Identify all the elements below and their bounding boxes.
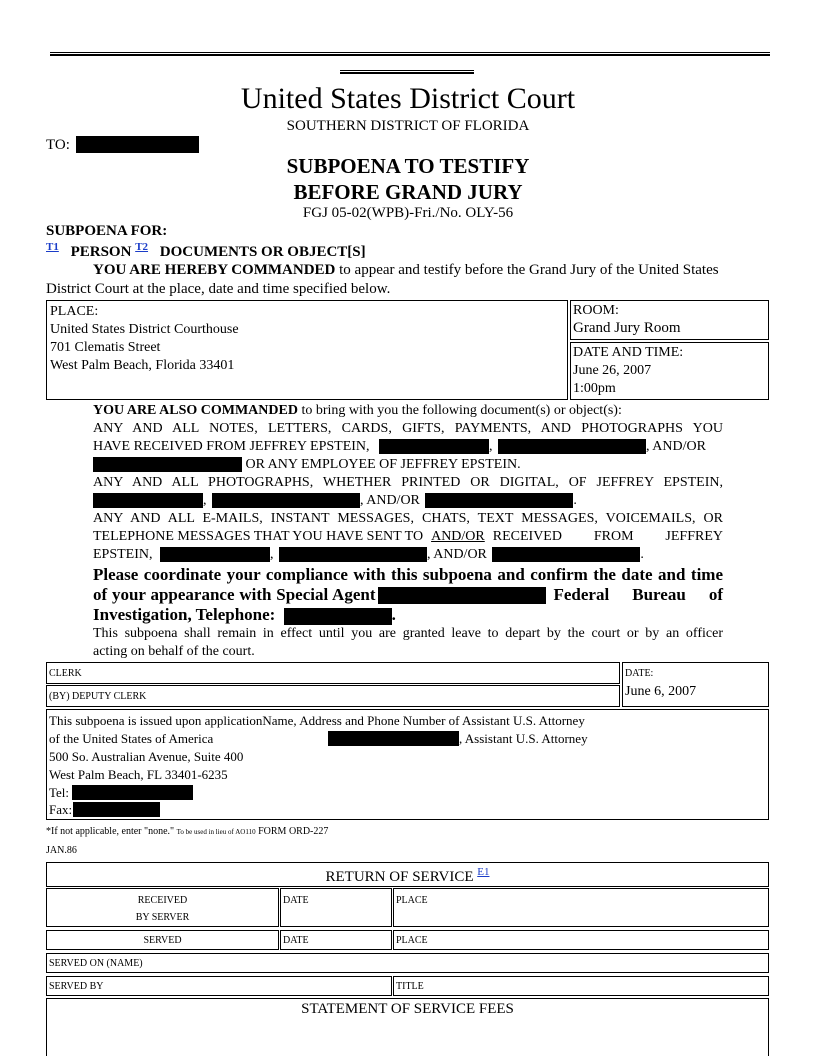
redacted-name-9 — [492, 547, 640, 562]
also-commanded — [93, 403, 622, 419]
place-box — [46, 300, 568, 400]
redacted-name-7 — [160, 547, 270, 562]
issued-line-2: of the United States of America — [49, 731, 214, 746]
redacted-recipient — [76, 136, 199, 153]
served-place-label: PLACE — [396, 935, 428, 946]
redacted-name-1 — [379, 439, 489, 454]
item-1-text-c: , AND/OR — [646, 439, 706, 454]
subpoena-title-2: BEFORE GRAND JURY — [293, 180, 523, 204]
coordinate-line-2 — [93, 585, 723, 605]
item-1-line-3 — [93, 457, 521, 473]
served-date-cell — [280, 930, 392, 950]
item-3-text-b: RECEIVED FROM JEFFREY — [492, 529, 723, 544]
place-line-1: United States District Courthouse — [50, 322, 239, 337]
received-place-cell — [393, 888, 769, 927]
footnote-link-e1[interactable]: E1 — [477, 866, 490, 878]
item-3-text-a: TELEPHONE MESSAGES THAT YOU HAVE SENT TO — [93, 529, 424, 544]
top-rule — [50, 52, 770, 56]
subpoena-title-1: SUBPOENA TO TESTIFY — [286, 154, 530, 178]
redacted-fax — [73, 802, 160, 817]
item-2-text-b: , AND/OR — [360, 493, 420, 508]
command-bold: YOU ARE HEREBY COMMANDED — [93, 262, 336, 278]
subpoena-for-label: SUBPOENA FOR: — [46, 223, 168, 239]
served-place-cell — [393, 930, 769, 950]
datetime-label: DATE AND TIME: — [573, 345, 684, 360]
tel-label: Tel: — [49, 785, 70, 800]
item-3-text-e: , AND/OR — [427, 547, 487, 562]
deputy-clerk-box — [46, 685, 620, 707]
item-3-line-3 — [93, 547, 644, 563]
clerk-label: CLERK — [49, 668, 82, 679]
coordinate-text-a: of your appearance with Special Agent — [93, 585, 376, 604]
title-cell — [393, 976, 769, 996]
datetime-box — [570, 342, 769, 400]
return-title: RETURN OF SERVICE — [325, 869, 474, 885]
clerk-date-value: June 6, 2007 — [625, 684, 697, 699]
redacted-name-3 — [93, 457, 242, 472]
form-number: FORM ORD-227 — [258, 826, 329, 837]
subpoena-for-row — [46, 241, 366, 261]
redacted-tel — [72, 785, 193, 800]
coordinate-text-b: Federal Bureau of — [553, 585, 723, 604]
item-3-text-d: , — [270, 547, 274, 562]
place-line-2: 701 Clematis Street — [50, 340, 161, 355]
issued-line-4: West Palm Beach, FL 33401-6235 — [49, 767, 228, 782]
received-cell — [46, 888, 279, 927]
served-date-label: DATE — [283, 935, 309, 946]
room-value: Grand Jury Room — [573, 320, 681, 336]
received-place-label: PLACE — [396, 895, 428, 906]
room-label: ROOM: — [573, 303, 619, 318]
item-2-text-a: , — [203, 493, 207, 508]
ausa-title: , Assistant U.S. Attorney — [459, 731, 588, 746]
command-line-1 — [93, 262, 770, 279]
item-2-line-2 — [93, 493, 577, 509]
room-box — [570, 300, 769, 340]
fees-box — [46, 998, 769, 1056]
district-name: SOUTHERN DISTRICT OF FLORIDA — [286, 118, 530, 134]
also-bold: YOU ARE ALSO COMMANDED — [93, 403, 298, 418]
deputy-clerk-label: (BY) DEPUTY CLERK — [49, 691, 147, 702]
served-on-label: SERVED ON (NAME) — [49, 958, 143, 969]
issued-box — [46, 709, 769, 820]
item-3-text-f: . — [640, 547, 644, 562]
title-label: TITLE — [396, 981, 424, 992]
footnote-line — [46, 826, 328, 837]
short-rule — [340, 70, 474, 74]
court-title: United States District Court — [240, 82, 576, 115]
footnote-link-t1[interactable]: T1 — [46, 241, 59, 253]
command-rest: to appear and testify before the Grand Jury of the United States — [335, 262, 719, 278]
coordinate-text-d: . — [391, 605, 396, 624]
redacted-name-5 — [212, 493, 360, 508]
received-label: RECEIVED — [137, 895, 188, 906]
coordinate-line-3 — [93, 605, 396, 625]
served-cell — [46, 930, 279, 950]
footnote-text: *If not applicable, enter "none." — [46, 826, 175, 837]
datetime-date: June 26, 2007 — [573, 363, 652, 378]
documents-option: DOCUMENTS OR OBJECT[S] — [159, 244, 366, 260]
served-by-label: SERVED BY — [49, 981, 104, 992]
place-label: PLACE: — [50, 304, 99, 319]
item-1-text-d: OR ANY EMPLOYEE OF JEFFREY EPSTEIN. — [245, 457, 521, 472]
coordinate-text-c: Investigation, Telephone: — [93, 605, 276, 624]
issued-line-1: This subpoena is issued upon applicationName, Address and Phone Number of Assistant U.S. Attorney — [49, 713, 585, 728]
item-1-text-b: , — [489, 439, 493, 454]
item-1-text-a: HAVE RECEIVED FROM JEFFREY EPSTEIN, — [93, 439, 370, 454]
issued-line-3: 500 So. Australian Avenue, Suite 400 — [49, 749, 244, 764]
person-option: PERSON — [70, 244, 132, 260]
served-on-cell — [46, 953, 769, 973]
fees-title: STATEMENT OF SERVICE FEES — [301, 1001, 514, 1017]
item-3-text-and-or: AND/OR — [431, 529, 485, 544]
footnote-tiny: To be used in lieu of AO110 — [176, 828, 256, 836]
served-by-cell — [46, 976, 392, 996]
received-date-cell — [280, 888, 392, 927]
served-label: SERVED — [143, 935, 182, 946]
received-date-label: DATE — [283, 895, 309, 906]
clerk-box — [46, 662, 620, 684]
item-3-line-1: ANY AND ALL E-MAILS, INSTANT MESSAGES, CHATS, TEXT MESSAGES, VOICEMAILS, OR — [93, 511, 723, 526]
item-2-text-c: . — [573, 493, 577, 508]
effect-line-2: acting on behalf of the court. — [93, 644, 255, 659]
case-number: FGJ 05-02(WPB)-Fri./No. OLY-56 — [302, 205, 514, 221]
redacted-ausa — [328, 731, 459, 746]
redacted-telephone — [284, 608, 392, 625]
effect-line-1: This subpoena shall remain in effect until you are granted leave to depart by the court or by an officer — [93, 626, 723, 641]
clerk-date-box — [622, 662, 769, 707]
to-label: TO: — [46, 137, 70, 153]
command-line-2: District Court at the place, date and time specified below. — [46, 281, 391, 297]
footnote-link-t2[interactable]: T2 — [135, 241, 149, 253]
redacted-name-8 — [279, 547, 427, 562]
item-1-line-2 — [93, 439, 723, 455]
place-line-3: West Palm Beach, Florida 33401 — [50, 358, 235, 373]
form-date: JAN.86 — [46, 845, 77, 856]
redacted-name-4 — [93, 493, 203, 508]
coordinate-line-1: Please coordinate your compliance with this subpoena and confirm the date and time — [93, 565, 723, 584]
by-server-label: BY SERVER — [135, 912, 190, 923]
also-rest: to bring with you the following document(s) or object(s): — [297, 403, 622, 418]
redacted-name-6 — [425, 493, 573, 508]
fax-label: Fax: — [49, 802, 73, 817]
datetime-time: 1:00pm — [573, 381, 616, 396]
item-2-line-1: ANY AND ALL PHOTOGRAPHS, WHETHER PRINTED OR DIGITAL, OF JEFFREY EPSTEIN, — [93, 475, 723, 490]
redacted-agent — [378, 587, 546, 604]
item-1-line-1: ANY AND ALL NOTES, LETTERS, CARDS, GIFTS, PAYMENTS, AND PHOTOGRAPHS YOU — [93, 421, 723, 436]
item-3-line-2 — [93, 529, 723, 545]
item-3-text-c: EPSTEIN, — [93, 547, 153, 562]
clerk-date-label: DATE: — [625, 668, 654, 679]
redacted-name-2 — [498, 439, 646, 454]
return-title-box — [46, 862, 769, 887]
return-title-row — [47, 866, 768, 886]
